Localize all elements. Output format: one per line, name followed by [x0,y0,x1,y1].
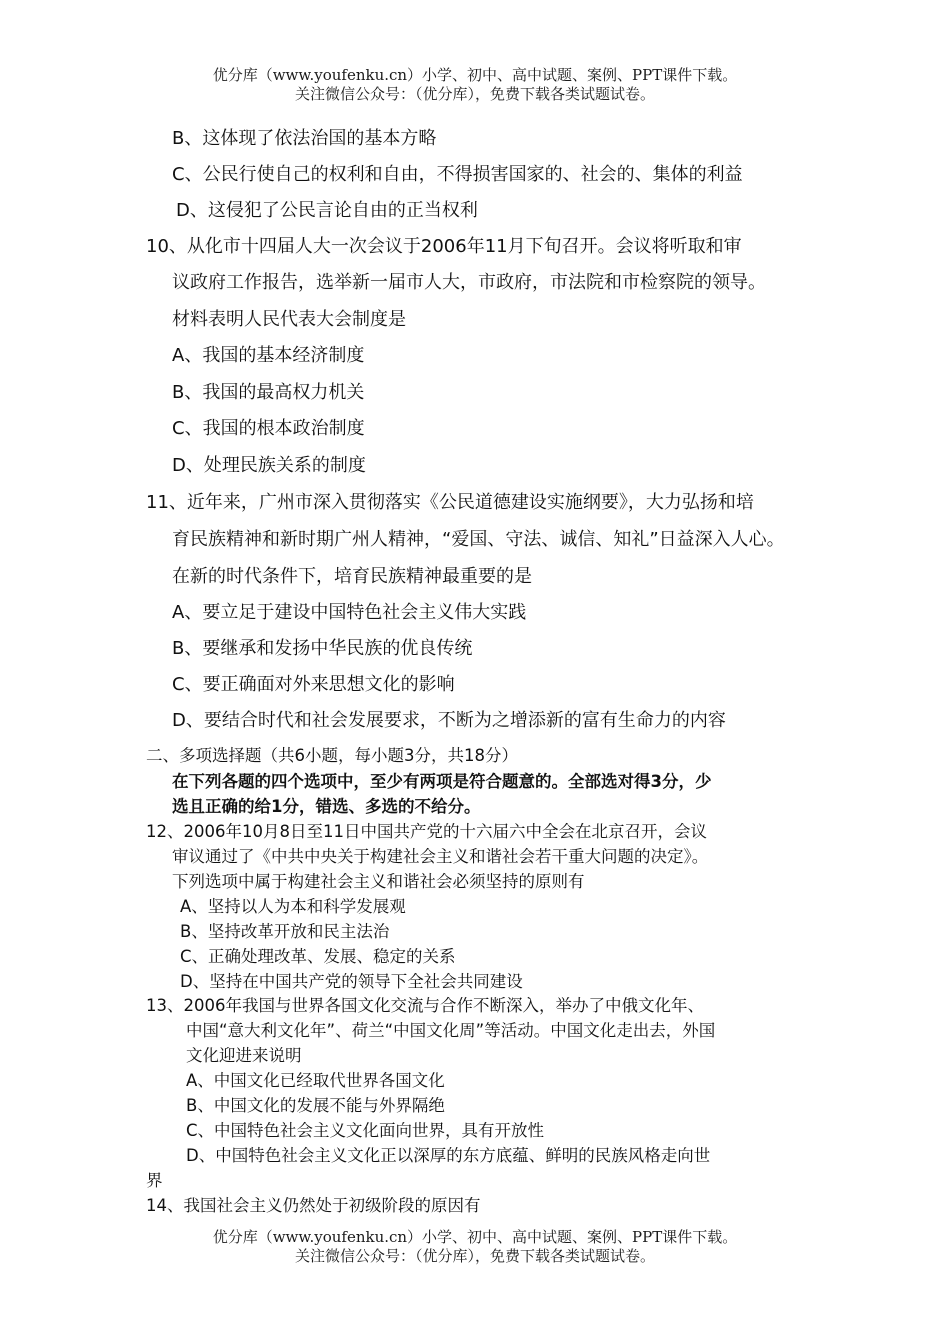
q11-stem-line-2: 育民族精神和新时期广州人精神，“爱国、守法、诚信、知礼”日益深入人心。 [172,529,785,550]
footer-line-1: 优分库（www.youfenku.cn）小学、初中、高中试题、案例、PPT课件下载。 [212,1228,738,1246]
q11-stem-line-3: 在新的时代条件下，培育民族精神最重要的是 [172,566,532,587]
q10-option-b: B、我国的最高权力机关 [172,382,365,403]
q9-option-d: D、这侵犯了公民言论自由的正当权利 [176,200,478,221]
q13-option-c: C、中国特色社会主义文化面向世界，具有开放性 [186,1121,545,1140]
q11-option-b: B、要继承和发扬中华民族的优良传统 [172,638,473,659]
q10-stem-line-1: 10、从化市十四届人大一次会议于2006年11月下旬召开。会议将听取和审 [146,236,742,257]
q12-option-d: D、坚持在中国共产党的领导下全社会共同建设 [180,972,523,991]
footer-line-2: 关注微信公众号：（优分库），免费下载各类试题试卷。 [294,1247,655,1265]
q13-stem-line-3: 文化迎进来说明 [186,1046,302,1065]
q14-stem-line-1: 14、我国社会主义仍然处于初级阶段的原因有 [146,1196,481,1215]
q10-option-d: D、处理民族关系的制度 [172,455,366,476]
page-footer [0,1228,950,1266]
q12-option-a: A、坚持以人为本和科学发展观 [180,897,406,916]
q13-stem-line-1: 13、2006年我国与世界各国文化交流与合作不断深入，举办了中俄文化年、 [146,996,704,1015]
q9-option-b: B、这体现了依法治国的基本方略 [172,128,437,149]
q12-stem-line-2: 审议通过了《中共中央关于构建社会主义和谐社会若干重大问题的决定》。 [172,847,709,866]
page-header [0,66,950,104]
q12-stem-line-1: 12、2006年10月8日至11日中国共产党的十六届六中全会在北京召开，会议 [146,822,707,841]
q13-option-a: A、中国文化已经取代世界各国文化 [186,1071,445,1090]
header-line-1: 优分库（www.youfenku.cn）小学、初中、高中试题、案例、PPT课件下载。 [212,66,738,84]
q13-stem-line-2: 中国“意大利文化年”、荷兰“中国文化周”等活动。中国文化走出去，外国 [186,1021,716,1040]
section-2-title: 二、多项选择题（共6小题，每小题3分，共18分） [146,746,518,765]
header-line-2: 关注微信公众号：（优分库），免费下载各类试题试卷。 [294,85,655,103]
q12-option-c: C、正确处理改革、发展、稳定的关系 [180,947,456,966]
q11-option-d: D、要结合时代和社会发展要求，不断为之增添新的富有生命力的内容 [172,710,726,731]
section-2-instruction-1: 在下列各题的四个选项中，至少有两项是符合题意的。全部选对得3分，少 [172,772,712,791]
q13-option-b: B、中国文化的发展不能与外界隔绝 [186,1096,445,1115]
q10-stem-line-2: 议政府工作报告，选举新一届市人大，市政府，市法院和市检察院的领导。 [172,272,766,293]
q10-stem-line-3: 材料表明人民代表大会制度是 [172,309,406,330]
q13-option-d-line-1: D、中国特色社会主义文化正以深厚的东方底蕴、鲜明的民族风格走向世 [186,1146,711,1165]
q12-stem-line-3: 下列选项中属于构建社会主义和谐社会必须坚持的原则有 [172,872,585,891]
q11-stem-line-1: 11、近年来，广州市深入贯彻落实《公民道德建设实施纲要》，大力弘扬和培 [146,492,754,513]
section-2-instruction-2: 选且正确的给1分，错选、多选的不给分。 [172,797,481,816]
q10-option-a: A、我国的基本经济制度 [172,345,365,366]
q10-option-c: C、我国的根本政治制度 [172,418,365,439]
q13-option-d-line-2: 界 [146,1171,163,1190]
q12-option-b: B、坚持改革开放和民主法治 [180,922,390,941]
q11-option-c: C、要正确面对外来思想文化的影响 [172,674,455,695]
q11-option-a: A、要立足于建设中国特色社会主义伟大实践 [172,602,527,623]
q9-option-c: C、公民行使自己的权利和自由，不得损害国家的、社会的、集体的利益 [172,164,743,185]
